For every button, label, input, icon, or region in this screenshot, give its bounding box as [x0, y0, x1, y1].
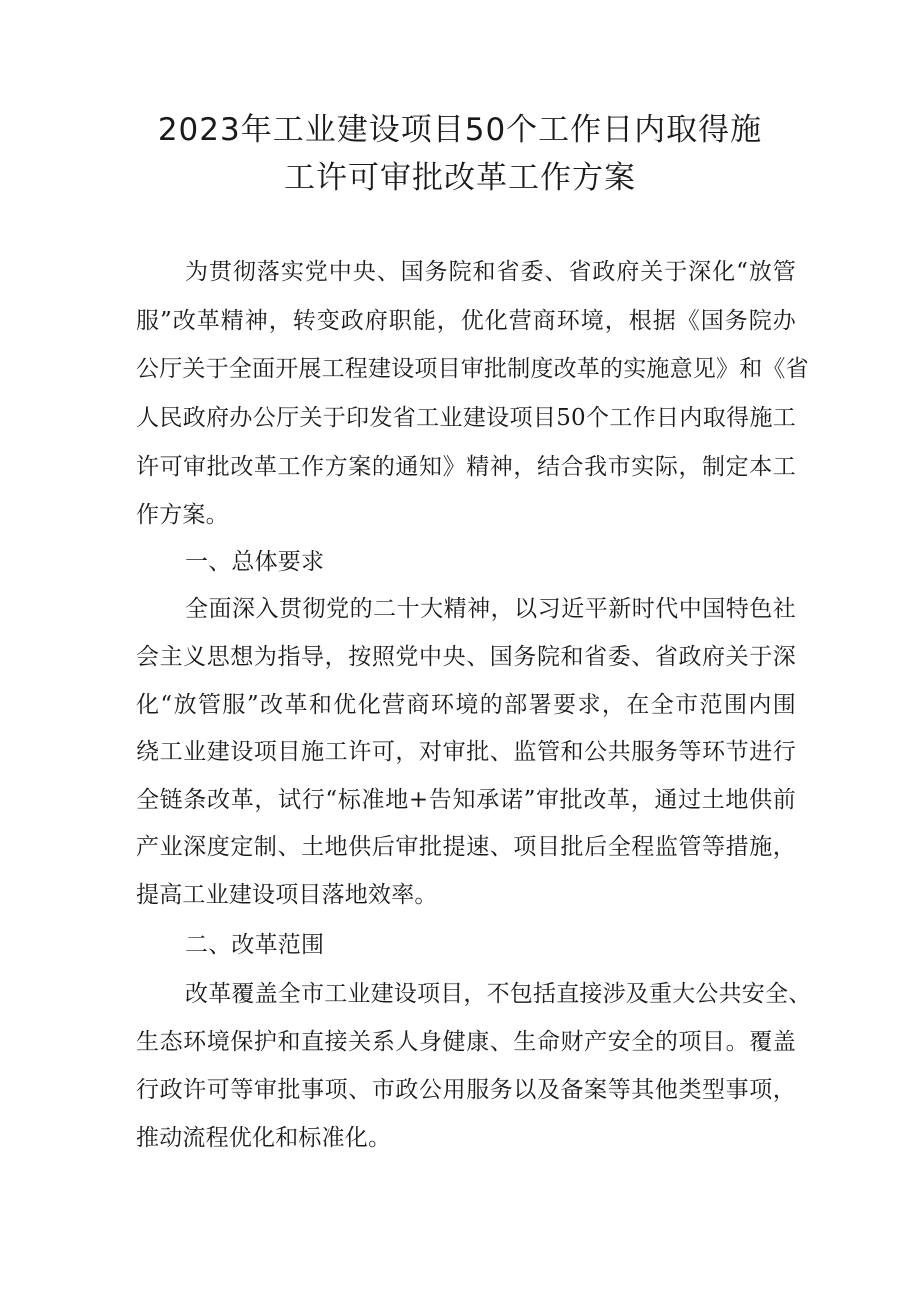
paragraph-line: 绕工业建设项目施工许可，对审批、监管和公共服务等环节进行: [136, 739, 796, 765]
paragraph-line: 人民政府办公厅关于印发省工业建设项目50个工作日内取得施工: [136, 405, 796, 431]
paragraph-line: 化“放管服”改革和优化营商环境的部署要求，在全市范围内围: [136, 692, 796, 718]
paragraph-line: 产业深度定制、土地供后审批提速、项目批后全程监管等措施，: [136, 834, 796, 860]
document-title-line-1: 2023年工业建设项目50个工作日内取得施: [157, 112, 763, 148]
paragraph-line: 改革覆盖全市工业建设项目，不包括直接涉及重大公共安全、: [185, 981, 812, 1007]
document-title-line-2: 工许可审批改革工作方案: [284, 160, 636, 196]
paragraph-line: 行政许可等审批事项、市政公用服务以及备案等其他类型事项，: [136, 1077, 796, 1103]
paragraph-line: 提高工业建设项目落地效率。: [136, 882, 438, 908]
paragraph-line: 为贯彻落实党中央、国务院和省委、省政府关于深化“放管: [185, 259, 796, 285]
paragraph-line: 服”改革精神，转变政府职能，优化营商环境，根据《国务院办: [136, 308, 796, 334]
paragraph-line: 许可审批改革工作方案的通知》精神，结合我市实际，制定本工: [136, 454, 796, 480]
section-heading: 二、改革范围: [185, 932, 325, 958]
paragraph-line: 全面深入贯彻党的二十大精神，以习近平新时代中国特色社: [185, 596, 796, 622]
paragraph-line: 生态环境保护和直接关系人身健康、生命财产安全的项目。覆盖: [136, 1029, 796, 1055]
paragraph-line: 公厅关于全面开展工程建设项目审批制度改革的实施意见》和《省: [136, 356, 809, 382]
paragraph-line: 作方案。: [136, 502, 229, 528]
paragraph-line: 会主义思想为指导，按照党中央、国务院和省委、省政府关于深: [136, 644, 796, 670]
section-heading: 一、总体要求: [185, 549, 325, 575]
paragraph-line: 推动流程优化和标准化。: [136, 1125, 392, 1151]
paragraph-line: 全链条改革，试行“标准地+告知承诺”审批改革，通过土地供前: [136, 787, 796, 813]
